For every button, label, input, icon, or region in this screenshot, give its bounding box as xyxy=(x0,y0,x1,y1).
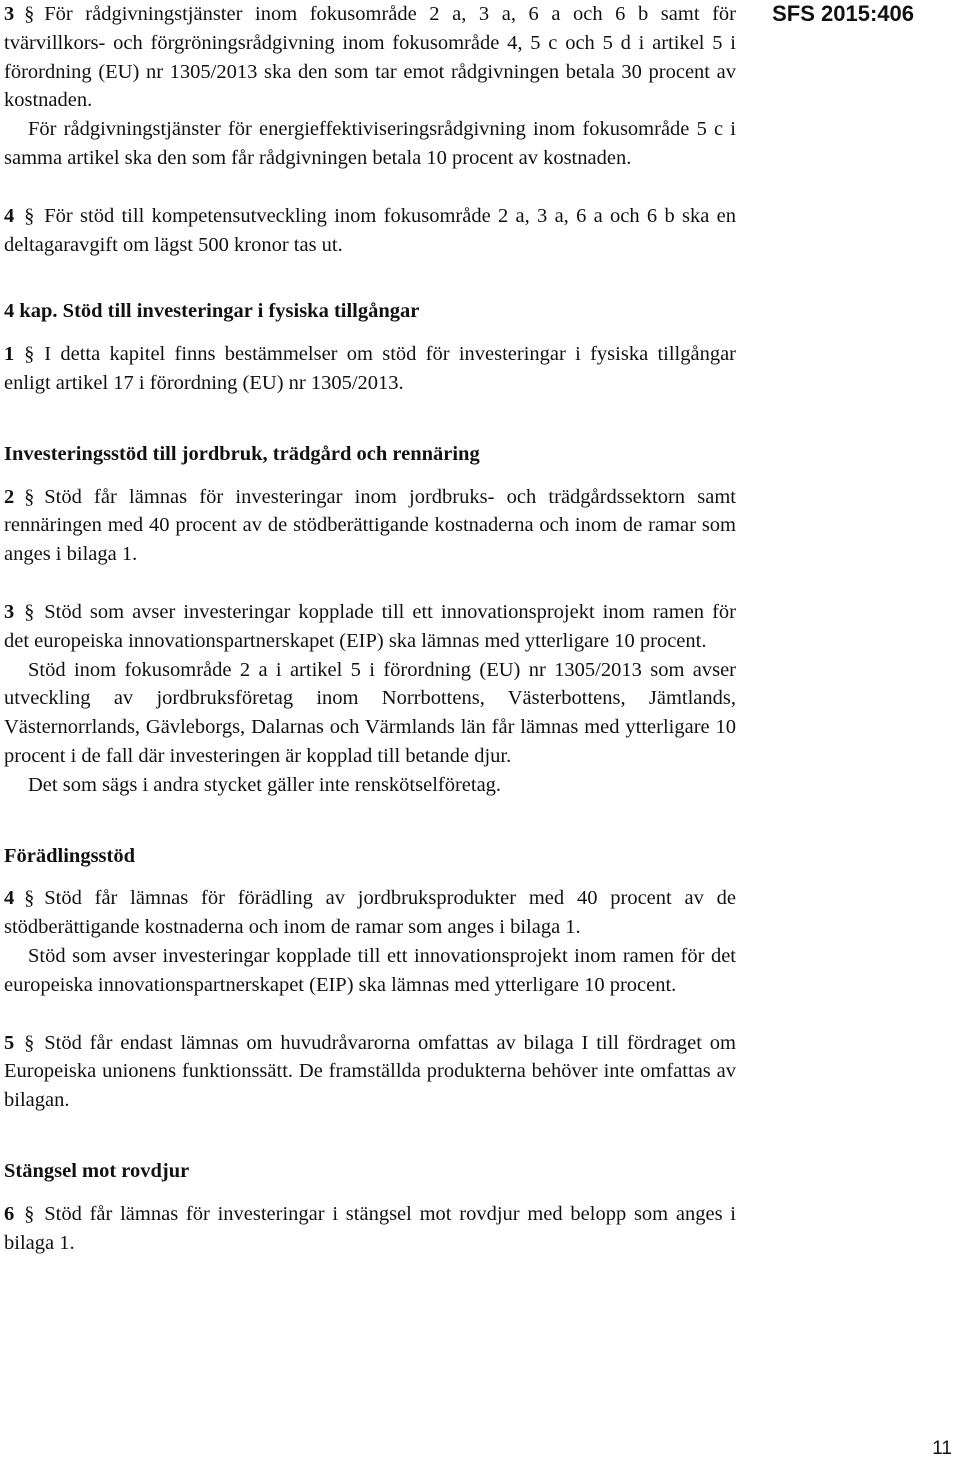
paragraph-text: Stöd får lämnas för investeringar inom jordbruks- och trädgårdssektorn samt rennäringen med 40 procent av de stödberättigande kostnaderna och inom de ramar som anges i bilaga 1. xyxy=(4,485,736,566)
chapter-paragraph-4 xyxy=(4,884,736,942)
paragraph-text: Stöd som avser investeringar kopplade till ett innovationsprojekt inom ramen för det europeiska innovationspartnerskapet (EIP) ska lämnas med ytterligare 10 procent. xyxy=(4,600,736,652)
paragraph-3-second: För rådgivningstjänster för energieffektiviseringsrådgivning inom fokusområde 5 c i samma artikel ska den som får rådgivningen betala 10 procent av kostnaden. xyxy=(4,118,736,169)
chapter-paragraph-6 xyxy=(4,1200,736,1258)
chapter-paragraph-3 xyxy=(4,598,736,656)
chapter-paragraph-3-third: Det som sägs i andra stycket gäller inte renskötselföretag. xyxy=(28,773,502,796)
section-number: 6 xyxy=(4,1202,15,1225)
section-sign: § xyxy=(24,485,35,508)
heading-stangsel: Stängsel mot rovdjur xyxy=(4,1159,190,1182)
paragraph-text: Stöd får endast lämnas om huvudråvarorna omfattas av bilaga I till fördraget om Europeiska unionens funktionssätt. De framställda produkterna behöver inte omfattas av bilagan. xyxy=(4,1031,736,1112)
page-number: 11 xyxy=(932,1438,952,1459)
chapter-paragraph-4-second: Stöd som avser investeringar kopplade till ett innovationsprojekt inom ramen för det europeiska innovationspartnerskapet (EIP) ska lämnas med ytterligare 10 procent. xyxy=(4,944,736,996)
chapter-paragraph-3-second: Stöd inom fokusområde 2 a i artikel 5 i förordning (EU) nr 1305/2013 som avser utveckling av jordbruksföretag inom Norrbottens, Västerbottens, Jämtlands, Västernorrlands, Gävleborgs, Dalarnas och Värmlands län får lämnas med ytterligare 10 procent i de fall där investeringen är kopplad till betande djur. xyxy=(4,658,736,767)
section-sign: § xyxy=(24,204,35,227)
section-sign: § xyxy=(24,600,35,623)
section-sign: § xyxy=(24,1031,35,1054)
section-number: 3 xyxy=(4,3,15,25)
sfs-number: SFS 2015:406 xyxy=(772,1,914,26)
paragraph-3 xyxy=(4,0,736,115)
section-sign: § xyxy=(24,887,35,910)
chapter-paragraph-2 xyxy=(4,483,736,569)
paragraph-text: För stöd till kompetensutveckling inom fokusområde 2 a, 3 a, 6 a och 6 b ska en deltagaravgift om lägst 500 kronor tas ut. xyxy=(4,204,736,256)
section-number: 4 xyxy=(4,204,15,227)
section-number: 5 xyxy=(4,1031,15,1054)
section-sign: § xyxy=(24,3,35,25)
section-number: 3 xyxy=(4,600,15,623)
section-sign: § xyxy=(24,343,35,366)
section-sign: § xyxy=(24,1202,35,1225)
section-number: 1 xyxy=(4,343,15,366)
heading-foradlingsstod: Förädlingsstöd xyxy=(4,844,135,867)
document-body xyxy=(4,0,736,1257)
paragraph-text: För rådgivningstjänster inom fokusområde 2 a, 3 a, 6 a och 6 b samt för tvärvillkors- och förgröningsrådgivning inom fokusområde 4, 5 c och 5 d i artikel 5 i förordning (EU) nr 1305/2013 ska den som tar emot rådgivningen betala 30 procent av kostnaden. xyxy=(4,3,736,112)
paragraph-text: Stöd får lämnas för förädling av jordbruksprodukter med 40 procent av de stödberättigande kostnaderna och inom de ramar som anges i bilaga 1. xyxy=(4,887,736,939)
paragraph-text: I detta kapitel finns bestämmelser om stöd för investeringar i fysiska tillgångar enligt artikel 17 i förordning (EU) nr 1305/2013. xyxy=(4,343,736,394)
heading-investeringsstod: Investeringsstöd till jordbruk, trädgård och rennäring xyxy=(4,442,480,465)
chapter-title: 4 kap. Stöd till investeringar i fysiska tillgångar xyxy=(4,300,420,323)
paragraph-4 xyxy=(4,202,736,260)
chapter-paragraph-5 xyxy=(4,1029,736,1115)
paragraph-text: Stöd får lämnas för investeringar i stängsel mot rovdjur med belopp som anges i bilaga 1. xyxy=(4,1202,736,1254)
section-number: 2 xyxy=(4,485,15,508)
section-number: 4 xyxy=(4,887,15,910)
chapter-paragraph-1 xyxy=(4,340,736,398)
